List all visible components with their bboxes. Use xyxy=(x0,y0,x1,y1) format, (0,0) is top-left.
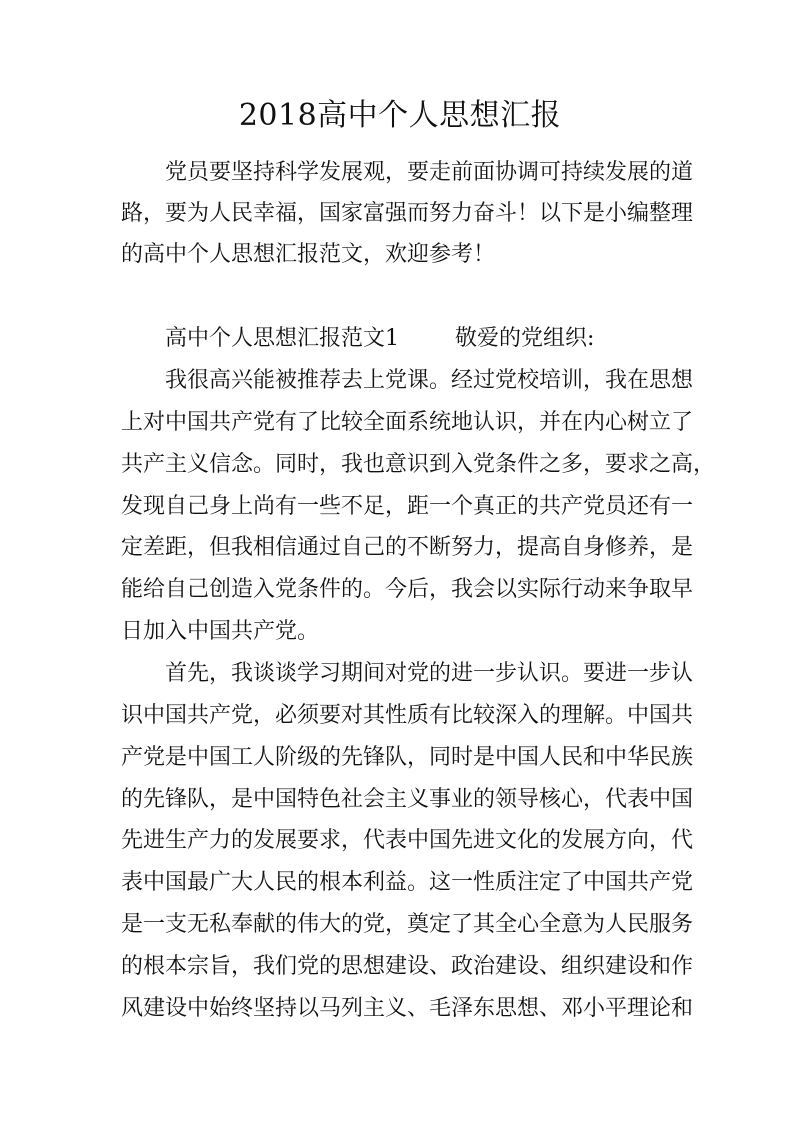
intro-line: 党员要坚持科学发展观，要走前面协调可持续发展的道 xyxy=(165,160,694,185)
paragraph-line: 表中国最广大人民的根本利益。这一性质注定了中国共产党 xyxy=(121,870,694,895)
document-title: 2018高中个人思想汇报 xyxy=(238,98,562,133)
paragraph-line: 识中国共产党，必须要对其性质有比较深入的理解。中国共 xyxy=(121,703,694,728)
paragraph-line: 首先，我谈谈学习期间对党的进一步认识。要进一步认 xyxy=(165,661,694,686)
paragraph-line: 的根本宗旨，我们党的思想建设、政治建设、组织建设和作 xyxy=(121,954,694,979)
section-heading-row xyxy=(165,324,594,354)
paragraph-line: 共产主义信念。同时，我也意识到入党条件之多，要求之高， xyxy=(121,452,716,477)
salutation: 敬爱的党组织: xyxy=(455,326,595,351)
paragraph-line: 发现自己身上尚有一些不足，距一个真正的共产党员还有一 xyxy=(121,494,694,519)
intro-line: 路，要为人民幸福，国家富强而努力奋斗！以下是小编整理 xyxy=(121,201,694,226)
paragraph-line: 的先锋队，是中国特色社会主义事业的领导核心，代表中国 xyxy=(121,787,694,812)
section-heading: 高中个人思想汇报范文1 xyxy=(165,326,399,351)
paragraph-line: 我很高兴能被推荐去上党课。经过党校培训，我在思想 xyxy=(165,368,694,393)
paragraph-line: 定差距，但我相信通过自己的不断努力，提高自身修养，是 xyxy=(121,535,694,560)
paragraph-line: 产党是中国工人阶级的先锋队，同时是中国人民和中华民族 xyxy=(121,745,694,770)
paragraph-line: 能给自己创造入党条件的。今后，我会以实际行动来争取早 xyxy=(121,577,694,602)
paragraph-line: 风建设中始终坚持以马列主义、毛泽东思想、邓小平理论和 xyxy=(121,996,694,1021)
paragraph-line: 是一支无私奉献的伟大的党，奠定了其全心全意为人民服务 xyxy=(121,912,694,937)
paragraph-line: 日加入中国共产党。 xyxy=(121,619,320,644)
intro-line: 的高中个人思想汇报范文，欢迎参考！ xyxy=(121,242,496,267)
paragraph-line: 先进生产力的发展要求，代表中国先进文化的发展方向，代 xyxy=(121,828,694,853)
paragraph-line: 上对中国共产党有了比较全面系统地认识，并在内心树立了 xyxy=(121,410,694,435)
